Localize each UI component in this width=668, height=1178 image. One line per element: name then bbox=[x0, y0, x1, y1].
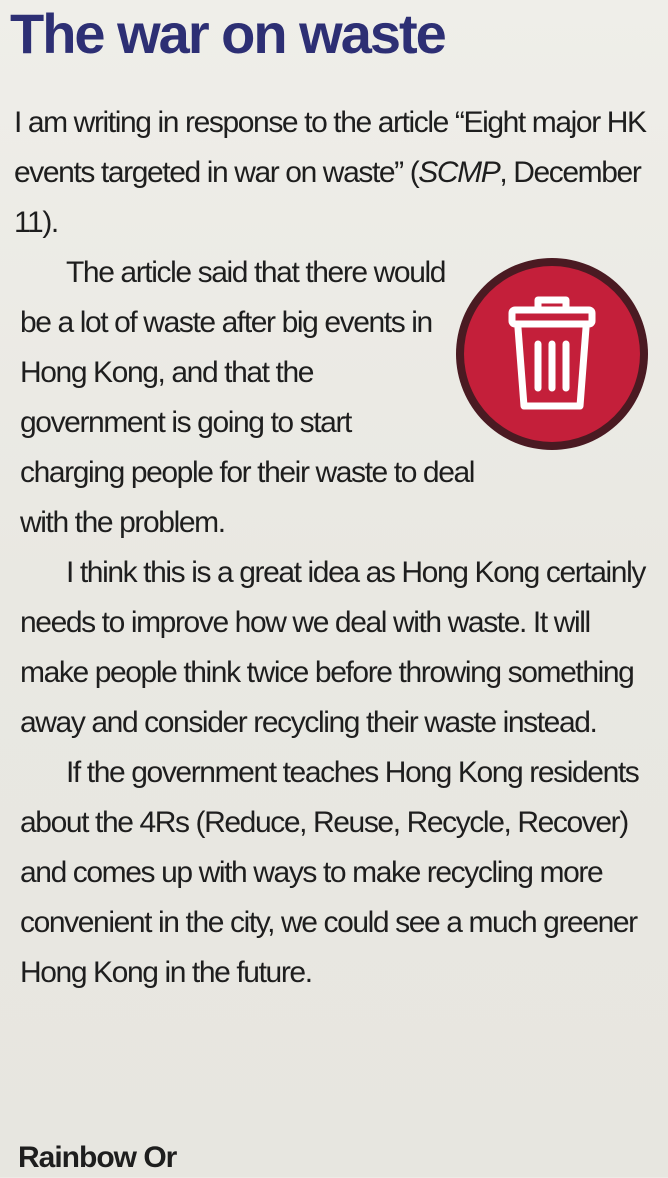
trash-can-icon bbox=[454, 256, 650, 452]
intro-paragraph bbox=[14, 98, 664, 248]
intro-source: SCMP bbox=[418, 156, 500, 189]
author-signature: Rainbow Or bbox=[18, 1141, 177, 1174]
body-paragraph-2: I think this is a great idea as Hong Kong certainly needs to improve how we deal with waste. It will make people think twice before throwing something away and consider recycling their waste instead. bbox=[20, 556, 645, 739]
intro-text-end: , December 11). bbox=[14, 156, 641, 239]
body-paragraph-3: If the government teaches Hong Kong residents about the 4Rs (Reduce, Reuse, Recycle, Recover) and comes up with ways to make recycling more convenient in the city, we could see a much greener Hong Kong in the future. bbox=[20, 756, 639, 989]
article-body bbox=[20, 248, 662, 998]
trash-can-icon-graphic bbox=[454, 256, 650, 452]
intro-text-start: I am writing in response to the article “Eight major HK events targeted in war on waste” ( bbox=[14, 106, 646, 189]
body-paragraph-1: The article said that there would be a lot of waste after big events in Hong Kong, and that the government is going to start charging people for their waste to deal with the problem. bbox=[20, 256, 475, 539]
headline: The war on waste bbox=[10, 2, 445, 65]
